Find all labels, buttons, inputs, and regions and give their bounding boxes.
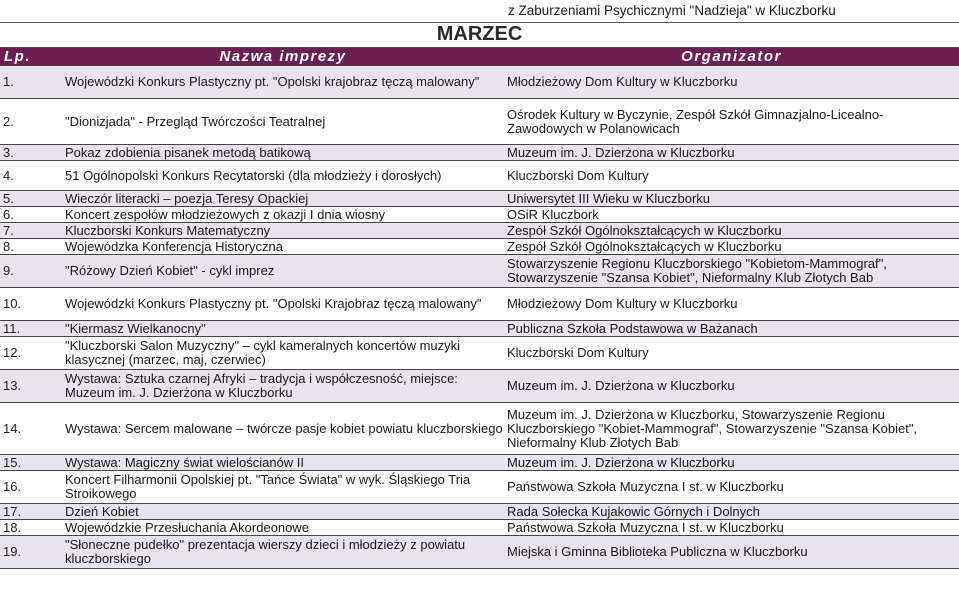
events-table <box>0 47 959 569</box>
event-name: "Słoneczne pudełko" prezentacja wierszy dzieci i młodzieży z powiatu kluczborskiego <box>62 536 504 569</box>
table-row <box>0 337 959 370</box>
table-row <box>0 504 959 520</box>
organizer: Młodzieżowy Dom Kultury w Kluczborku <box>504 66 959 99</box>
event-name: "Kiermasz Wielkanocny" <box>62 321 504 337</box>
row-number: 3. <box>0 145 62 161</box>
event-name: "Różowy Dzień Kobiet" - cykl imprez <box>62 255 504 288</box>
row-number: 19. <box>0 536 62 569</box>
event-name: "Kluczborski Salon Muzyczny" – cykl kameralnych koncertów muzyki klasycznej (marzec, maj, czerwiec) <box>62 337 504 370</box>
table-row <box>0 455 959 471</box>
table-row <box>0 239 959 255</box>
row-number: 17. <box>0 504 62 520</box>
organizer: Muzeum im. J. Dzierżona w Kluczborku <box>504 145 959 161</box>
row-number: 14. <box>0 403 62 455</box>
organizer: Kluczborski Dom Kultury <box>504 337 959 370</box>
event-name: Koncert zespołów młodzieżowych z okazji I dnia wiosny <box>62 207 504 223</box>
organizer: Muzeum im. J. Dzierżona w Kluczborku <box>504 455 959 471</box>
table-row <box>0 520 959 536</box>
event-name: Koncert Filharmonii Opolskiej pt. "Tańce Świata" w wyk. Śląskiego Tria Stroikowego <box>62 471 504 504</box>
event-name: 51 Ogólnopolski Konkurs Recytatorski (dla młodzieży i dorosłych) <box>62 161 504 191</box>
event-name: "Dionizjada" - Przegląd Twórczości Teatralnej <box>62 99 504 145</box>
header-lp: Lp. <box>0 48 62 66</box>
table-row <box>0 403 959 455</box>
row-number: 7. <box>0 223 62 239</box>
event-name: Wojewódzkie Przesłuchania Akordeonowe <box>62 520 504 536</box>
header-event-name: Nazwa imprezy <box>62 48 504 66</box>
event-name: Wojewódzki Konkurs Plastyczny pt. "Opolski krajobraz tęczą malowany" <box>62 66 504 99</box>
event-name: Wystawa: Sztuka czarnej Afryki – tradycja i współczesność, miejsce: Muzeum im. J. Dzierżona w Kluczborku <box>62 370 504 403</box>
organizer: Ośrodek Kultury w Byczynie, Zespół Szkół Gimnazjalno-Licealno-Zawodowych w Polanowicach <box>504 99 959 145</box>
organizer: Kluczborski Dom Kultury <box>504 161 959 191</box>
organizer: Publiczna Szkoła Podstawowa w Bażanach <box>504 321 959 337</box>
row-number: 15. <box>0 455 62 471</box>
row-number: 16. <box>0 471 62 504</box>
organizer: Miejska i Gminna Biblioteka Publiczna w Kluczborku <box>504 536 959 569</box>
event-name: Wojewódzki Konkurs Plastyczny pt. "Opolski Krajobraz tęczą malowany" <box>62 288 504 321</box>
row-number: 4. <box>0 161 62 191</box>
top-note: z Zaburzeniami Psychicznymi "Nadzieja" w Kluczborku <box>508 3 836 18</box>
row-number: 5. <box>0 191 62 207</box>
table-header-row <box>0 48 959 66</box>
table-row <box>0 207 959 223</box>
table-row <box>0 255 959 288</box>
row-number: 13. <box>0 370 62 403</box>
table-row <box>0 191 959 207</box>
table-row <box>0 288 959 321</box>
row-number: 18. <box>0 520 62 536</box>
table-row <box>0 536 959 569</box>
organizer: Państwowa Szkoła Muzyczna I st. w Kluczborku <box>504 520 959 536</box>
table-row <box>0 161 959 191</box>
row-number: 2. <box>0 99 62 145</box>
event-name: Wystawa: Magiczny świat wielościanów II <box>62 455 504 471</box>
header-organizer: Organizator <box>504 48 959 66</box>
table-row <box>0 145 959 161</box>
event-name: Wystawa: Sercem malowane – twórcze pasje kobiet powiatu kluczborskiego <box>62 403 504 455</box>
event-name: Wojewódzka Konferencja Historyczna <box>62 239 504 255</box>
row-number: 10. <box>0 288 62 321</box>
table-row <box>0 471 959 504</box>
organizer: Muzeum im. J. Dzierżona w Kluczborku, Stowarzyszenie Regionu Kluczborskiego "Kobiet-Mammograf", Stowarzyszenie "Szansa Kobiet", Nieformalny Klub Złotych Bab <box>504 403 959 455</box>
event-name: Wieczór literacki – poezja Teresy Opackiej <box>62 191 504 207</box>
row-number: 1. <box>0 66 62 99</box>
event-name: Dzień Kobiet <box>62 504 504 520</box>
row-number: 9. <box>0 255 62 288</box>
organizer: Zespół Szkół Ogólnokształcących w Kluczborku <box>504 223 959 239</box>
event-name: Pokaz zdobienia pisanek metodą batikową <box>62 145 504 161</box>
organizer: Stowarzyszenie Regionu Kluczborskiego "Kobietom-Mammograf", Stowarzyszenie "Szansa Kobiet", Nieformalny Klub Złotych Bab <box>504 255 959 288</box>
row-number: 11. <box>0 321 62 337</box>
organizer: Młodzieżowy Dom Kultury w Kluczborku <box>504 288 959 321</box>
event-name: Kluczborski Konkurs Matematyczny <box>62 223 504 239</box>
organizer: Uniwersytet III Wieku w Kluczborku <box>504 191 959 207</box>
month-title: MARZEC <box>436 23 523 45</box>
table-row <box>0 321 959 337</box>
table-row <box>0 223 959 239</box>
organizer: Państwowa Szkoła Muzyczna I st. w Kluczborku <box>504 471 959 504</box>
table-row <box>0 99 959 145</box>
row-number: 12. <box>0 337 62 370</box>
row-number: 8. <box>0 239 62 255</box>
organizer: OSiR Kluczbork <box>504 207 959 223</box>
organizer: Rada Sołecka Kujakowic Górnych i Dolnych <box>504 504 959 520</box>
organizer: Muzeum im. J. Dzierżona w Kluczborku <box>504 370 959 403</box>
table-row <box>0 66 959 99</box>
previous-row-fragment <box>0 0 959 23</box>
row-number: 6. <box>0 207 62 223</box>
table-row <box>0 370 959 403</box>
organizer: Zespół Szkół Ogólnokształcących w Kluczborku <box>504 239 959 255</box>
